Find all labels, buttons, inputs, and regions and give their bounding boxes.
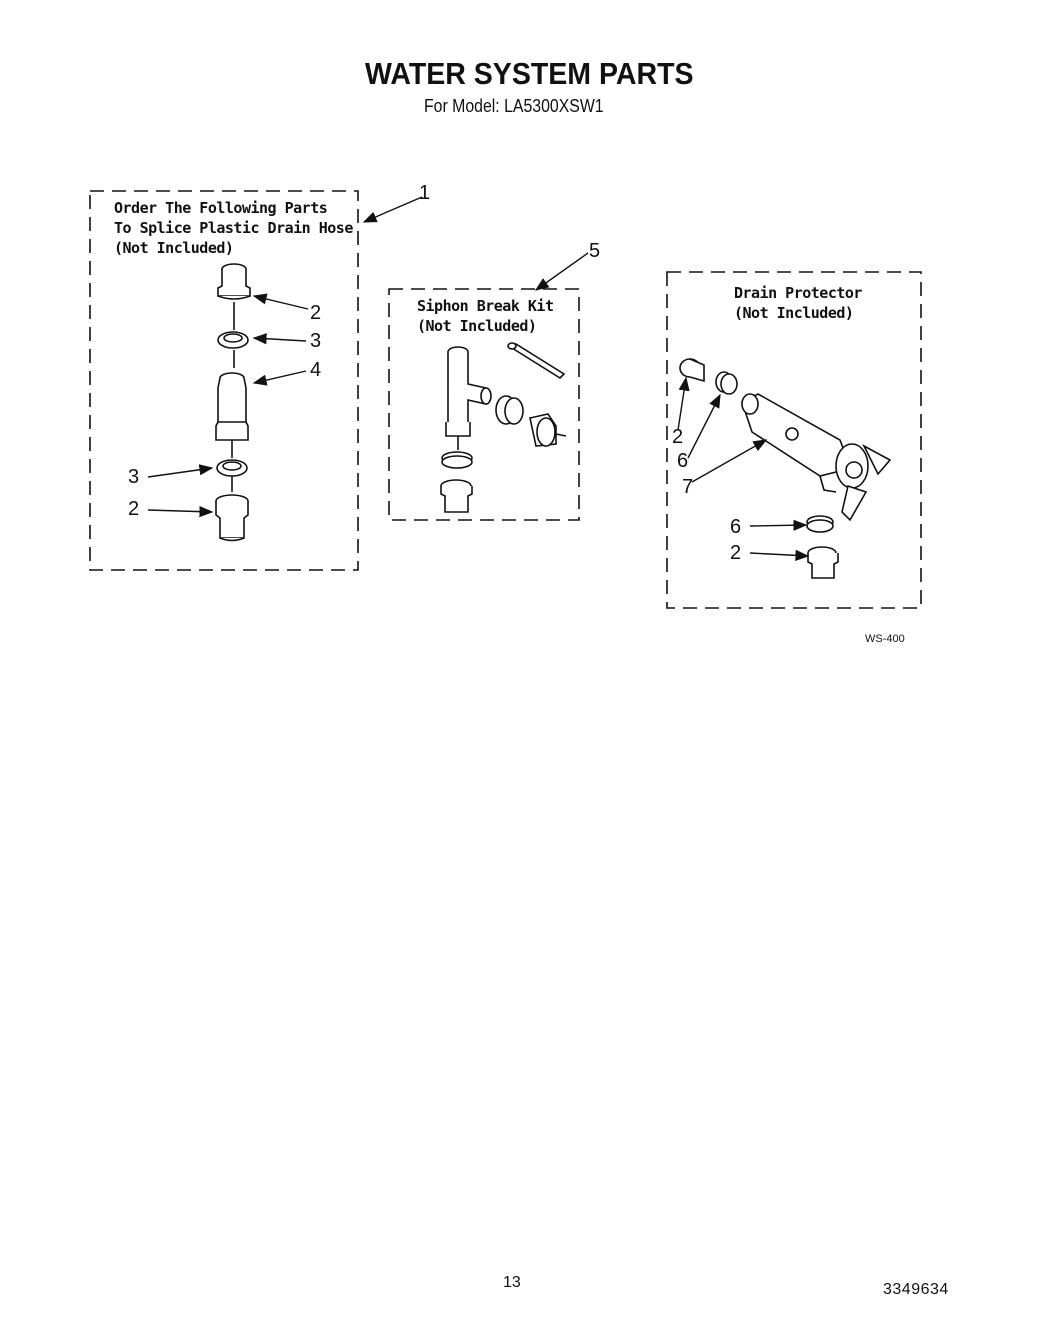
leader-4 [254,371,306,383]
document-number: 3349634 [883,1281,949,1298]
callout-2b: 2 [128,498,140,520]
siphon-box-label [417,296,554,336]
leader-2b [148,510,212,512]
callout-2c: 2 [672,426,684,448]
callout-5: 5 [589,240,601,262]
siphon-box-line1: Siphon Break Kit [417,297,554,315]
leader-2a [254,296,308,309]
page-title: WATER SYSTEM PARTS [365,56,694,91]
drain-box-label [734,283,862,323]
drain-protector-parts [680,359,890,578]
splice-parts [216,264,250,541]
callout-4: 4 [310,359,322,381]
splice-box-label [114,198,353,258]
leader-1 [364,197,422,222]
callout-2d: 2 [730,542,742,564]
siphon-parts [441,343,566,512]
drain-box-line1: Drain Protector [734,284,862,302]
splice-box-line2: To Splice Plastic Drain Hose [114,219,353,237]
leader-7 [692,440,766,482]
page-number: 13 [503,1274,521,1291]
callout-3b: 3 [128,466,140,488]
leader-2d [750,553,808,556]
siphon-box-line2: (Not Included) [417,317,537,335]
drain-box-line2: (Not Included) [734,304,854,322]
diagram-reference: WS-400 [865,633,905,645]
model-subtitle: For Model: LA5300XSW1 [424,96,604,116]
leader-2c [678,378,686,430]
splice-box-line1: Order The Following Parts [114,199,328,217]
splice-box-line3: (Not Included) [114,239,234,257]
leader-6a [688,395,720,458]
leader-6b [750,525,806,526]
leader-5 [536,253,588,290]
callout-6a: 6 [677,450,689,472]
callout-3a: 3 [310,330,322,352]
leader-3a [254,338,306,341]
callout-2a: 2 [310,302,322,324]
callout-6b: 6 [730,516,742,538]
callout-7: 7 [682,476,694,498]
leader-3b [148,468,212,477]
callout-1: 1 [419,182,431,204]
